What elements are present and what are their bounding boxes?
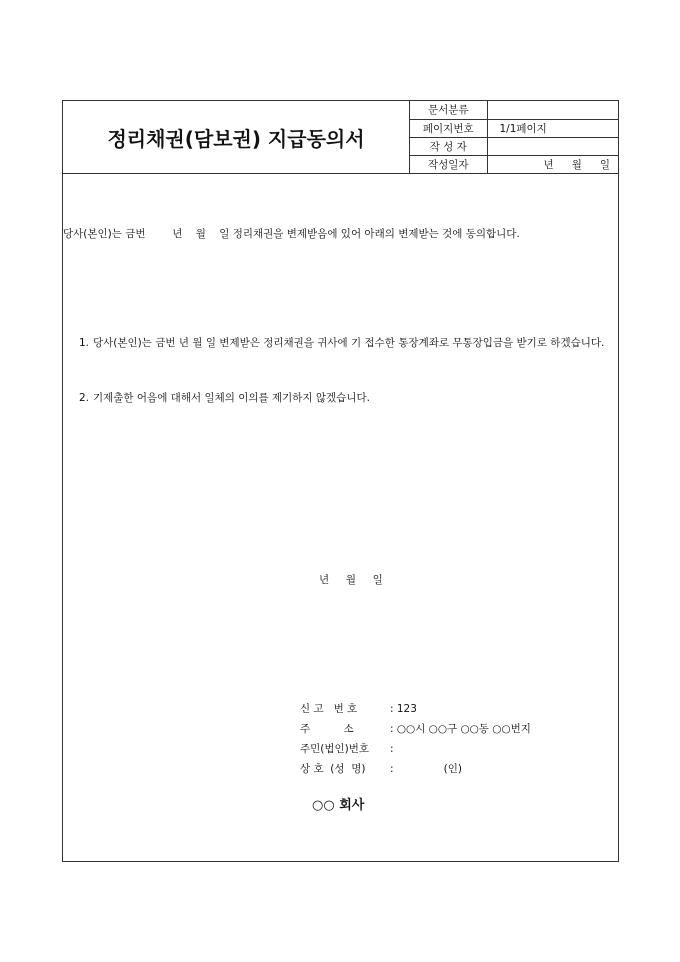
meta-value [487,137,618,155]
info-value: : (인) [390,763,462,775]
info-label: 주민(법인)번호 [300,743,370,755]
list-item-number: 2. [79,392,90,404]
company-info-row [300,699,531,719]
list-item-number: 1. [79,337,90,349]
document-meta-table [410,101,618,173]
company-info-row [300,719,531,739]
company-name: ○○ 회사 [312,798,365,813]
info-value: : 123 [390,703,417,715]
date-day: 일 [599,158,610,171]
list-item-text: 당사(본인)는 금번 년 월 일 변제받은 정리채권을 귀사에 기 접수한 통장계좌로 무통장입금을 받기로 하겠습니다. [93,337,605,349]
company-info-row [300,759,531,779]
meta-value: 1/1페이지 [487,119,618,137]
meta-row [410,119,618,137]
company-info-row [300,739,531,759]
meta-label: 작 성 자 [410,137,487,155]
info-value: : ○○시 ○○구 ○○동 ○○번지 [390,723,531,735]
info-value: : [390,743,394,755]
meta-row [410,137,618,155]
meta-row [410,101,618,119]
document-title: 정리채권(담보권) 지급동의서 [63,101,410,173]
meta-label: 페이지번호 [410,119,487,137]
document-header [63,101,618,174]
document-frame [62,100,619,862]
date-year: 년 [543,158,554,171]
meta-label: 작성일자 [410,155,487,173]
intro-paragraph: 당사(본인)는 금번 년 월 일 정리채권을 변제받음에 있어 아래의 변제받는 것에 동의합니다. [63,228,520,240]
list-item-text: 기제출한 어음에 대해서 일체의 이의를 제기하지 않겠습니다. [93,392,370,404]
meta-value [487,101,618,119]
date-month: 월 [571,158,582,171]
company-info-block [300,699,531,779]
meta-label: 문서분류 [410,101,487,119]
signature-date-line: 년 월 일 [319,574,383,586]
info-label: 신 고 번 호 [300,703,358,715]
meta-row [410,155,618,173]
info-label: 상 호 (성 명) [300,763,366,775]
meta-date-value [487,155,618,173]
info-label: 주 소 [300,723,354,735]
